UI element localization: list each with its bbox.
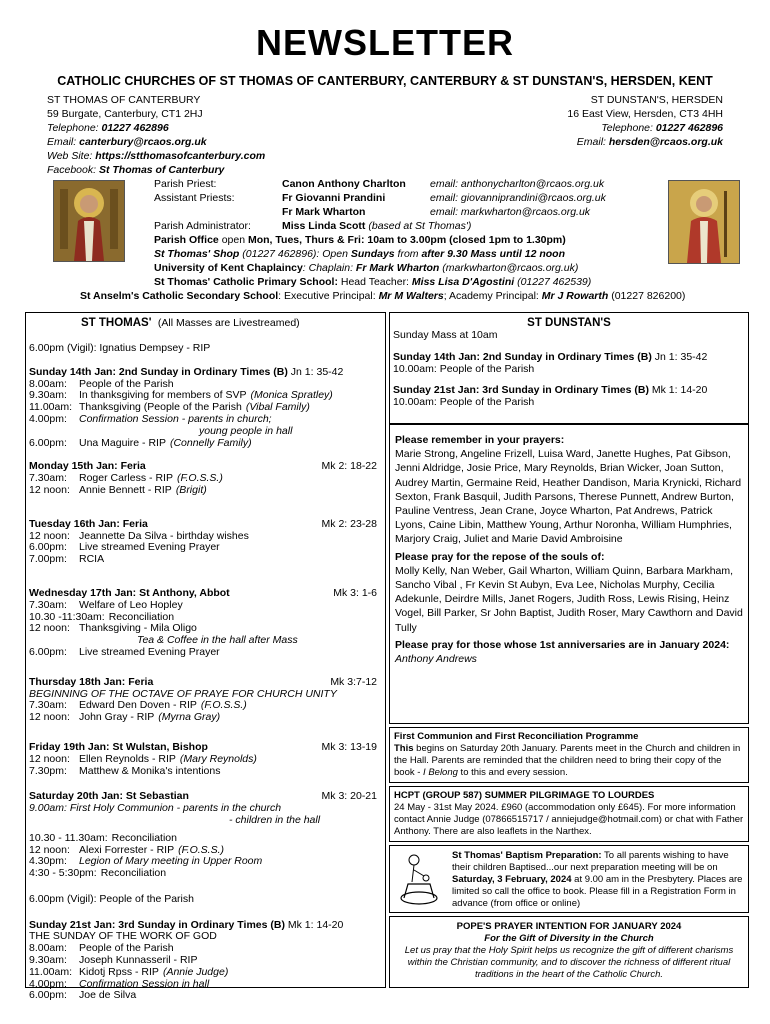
repose-names: Molly Kelly, Nan Weber, Gail Wharton, William Quinn, Barbara Markham, Sancho Vibal , Fr Kevin St Aubyn, Eva Lee, Nicholas Murphy, Cecilia Adekunle, Deirdre Mills, Janet Rogers, Judith Ross, Lewis Rising, Heinz Vogel, Bill Parker, Sr John Baptist, Judith Roser, Mary Cawthorn and David Tully	[395, 564, 743, 634]
secondary-school-name: St Anselm's Catholic Secondary School	[80, 290, 279, 302]
schedule-body	[393, 330, 748, 409]
staff-name: Miss Linda Scott	[282, 220, 366, 232]
office-pre: open	[221, 234, 246, 246]
mass-item	[29, 600, 385, 612]
mass-time: 11.00am:	[29, 401, 72, 414]
mass-intention: Thanksgiving - Mila Oligo	[79, 622, 197, 635]
scripture-ref: Mk 3: 20-21	[321, 790, 377, 803]
school-phone: (01227 462539)	[517, 276, 592, 288]
mass-intention: Roger Carless - RIP	[79, 472, 173, 485]
facebook-label: Facebook:	[47, 164, 97, 176]
facebook-link[interactable]: St Thomas of Canterbury	[98, 164, 225, 176]
day-heading	[29, 588, 385, 600]
mass-time: 12 noon:	[29, 752, 70, 765]
heading-text: ST THOMAS'	[81, 317, 152, 329]
scripture-ref: Mk 2: 18-22	[321, 460, 377, 473]
shop-time: after 9.30 Mass until 12 noon	[421, 248, 566, 260]
scripture-ref: Jn 1: 35-42	[654, 350, 708, 363]
schedule-body	[29, 343, 385, 1002]
day-title: Monday 15th Jan: Feria	[29, 460, 146, 473]
newsletter-subtitle: CATHOLIC CHURCHES OF ST THOMAS OF CANTERBURY, CANTERBURY & ST DUNSTAN'S, HERSDEN, KENT	[57, 74, 713, 88]
prayer-heading: Please remember in your prayers:	[395, 434, 565, 446]
phone-label: Telephone:	[601, 122, 653, 134]
st-thomas-address	[47, 93, 265, 177]
scripture-ref: Mk 3: 13-19	[321, 740, 377, 753]
administrator-row	[154, 219, 606, 233]
day-heading	[29, 677, 385, 689]
street-address: 59 Burgate, Canterbury, CT1 2HJ	[47, 108, 203, 120]
shop-name: St Thomas' Shop	[154, 248, 240, 260]
staff-role: Parish Administrator:	[154, 220, 251, 232]
mass-note: (Brigit)	[175, 483, 207, 496]
staff-row	[154, 205, 606, 219]
email-link[interactable]: canterbury@rcaos.org.uk	[79, 136, 207, 148]
mass-time: 8.00am:	[29, 377, 67, 390]
mass-item	[29, 766, 385, 778]
primary-school-line	[154, 275, 591, 289]
mass-list	[29, 943, 385, 1002]
mass-note: Confirmation Session - parents in church;	[79, 412, 272, 425]
section-title: First Communion and First Reconciliation Programme	[394, 731, 639, 742]
mass-intention: Annie Bennett - RIP	[79, 483, 172, 496]
section-title: HCPT (GROUP 587) SUMMER PILGRIMAGE TO LOURDES	[394, 790, 655, 801]
shop-hours	[154, 247, 565, 261]
mass-intention: Joseph Kunnasseril - RIP	[79, 954, 198, 967]
staff-email[interactable]: email: giovanniprandini@rcaos.org.uk	[430, 192, 606, 204]
section-title: POPE'S PRAYER INTENTION FOR JANUARY 2024	[456, 921, 682, 932]
email-link[interactable]: hersden@rcaos.org.uk	[608, 136, 723, 148]
prayer-names: Marie Strong, Angeline Frizell, Luisa Ward, Janette Hughes, Pat Gibson, Jenni Aldridge, Josie Price, Mary Reynolds, Brian Wicker, Joan Sutton, Audrey Martin, Germaine Reid, Heather Dandison, Maria Krynicki, Richard Sexton, Frank Basquil, Judith Parsons, Therese Punnett, Andrew Burton, Pauline Ventress, Jean Crane, Joyce Wharton, Pat Andrews, Patrick Lyons, Caine Libin, Matthew Young, Arthur Noronha, William Humphries, Marjory Craig, Juliet and Marie David Ambroisine	[395, 448, 742, 546]
mass-intention: Kidotj Rpss - RIP	[79, 965, 159, 978]
scripture-ref: Mk 3: 1-6	[333, 586, 377, 599]
mass-time: 12 noon:	[29, 622, 70, 635]
newsletter-title: NEWSLETTER	[256, 22, 514, 63]
sunday-mass: Sunday Mass at 10am	[393, 329, 498, 341]
mass-list	[29, 754, 385, 778]
mass-item	[29, 438, 385, 450]
mass-time: 6.00pm:	[29, 989, 67, 1002]
mass-item: 10.00am: People of the Parish	[393, 396, 535, 409]
mass-list	[29, 379, 385, 450]
baptism-date: Saturday, 3 February, 2024	[452, 874, 572, 885]
mass-time: 12 noon:	[29, 711, 70, 724]
shop-phone: (01227 462896): Open	[242, 248, 348, 260]
mass-intention: Thanksgiving (People of the Parish	[79, 401, 242, 414]
academy-label: ; Academy Principal:	[443, 290, 539, 302]
mass-time: 7.30am:	[29, 699, 67, 712]
street-address: 16 East View, Hersden, CT3 4HH	[567, 108, 723, 120]
day-title: Thursday 18th Jan: Feria	[29, 675, 154, 688]
prayer-list	[389, 424, 749, 724]
mass-item	[29, 414, 385, 426]
lourdes-pilgrimage	[389, 786, 749, 842]
mass-note: (Annie Judge)	[162, 965, 229, 978]
mass-intention: John Gray - RIP	[79, 711, 155, 724]
day-title: Wednesday 17th Jan: St Anthony, Abbot	[29, 586, 230, 599]
mass-note: (Myrna Gray)	[158, 711, 221, 724]
mass-item	[29, 868, 385, 880]
day-title: Sunday 21st Jan: 3rd Sunday in Ordinary Times (B)	[393, 384, 649, 397]
mass-intention: Alexi Forrester - RIP	[79, 843, 175, 856]
mass-item: 10.00am: People of the Parish	[393, 362, 535, 375]
mass-time: 4:30 - 5:30pm:	[29, 867, 97, 880]
st-dunstan-schedule	[389, 312, 749, 424]
baptism-icon	[396, 850, 442, 908]
section-title: St Thomas' Baptism Preparation:	[452, 850, 602, 861]
mass-item	[29, 833, 385, 845]
communion-note: - children in the hall	[229, 813, 321, 826]
heading-note: (All Masses are Livestreamed)	[157, 317, 300, 329]
st-thomas-icon	[53, 180, 125, 262]
mass-time: 7.30am:	[29, 598, 67, 611]
mass-item	[29, 554, 385, 566]
mass-item	[29, 990, 385, 1002]
shop-from: from	[397, 248, 419, 260]
mass-time: 6.00pm:	[29, 436, 67, 449]
shop-day: Sundays	[350, 248, 395, 260]
mass-time: 9.30am:	[29, 954, 67, 967]
principal-name: Mr M Walters	[378, 290, 444, 302]
mass-time: 12 noon:	[29, 843, 70, 856]
mass-time: 7.00pm:	[29, 553, 67, 566]
day-heading	[29, 461, 385, 473]
office-label: Parish Office	[154, 234, 219, 246]
head-teacher-name: Miss Lisa D'Agostini	[411, 276, 515, 288]
mass-intention: Jeannette Da Silva - birthday wishes	[79, 529, 249, 542]
principal-label: : Executive Principal:	[278, 290, 376, 302]
staff-email[interactable]: email: anthonycharlton@rcaos.org.uk	[430, 178, 605, 190]
mass-list	[29, 600, 385, 659]
mass-item	[29, 754, 385, 766]
communion-note: 9.00am: First Holy Communion - parents in the church	[29, 802, 282, 815]
web-label: Web Site:	[47, 150, 93, 162]
mass-time: 4.00pm:	[29, 977, 67, 990]
mass-item	[29, 967, 385, 979]
mass-time: 10.30 - 11.30am:	[29, 831, 108, 844]
staff-name: Fr Giovanni Prandini	[282, 192, 386, 204]
clergy-list	[154, 177, 606, 233]
mass-list	[29, 833, 385, 880]
section-subtitle: For the Gift of Diversity in the Church	[484, 933, 654, 944]
mass-intention: Matthew & Monika's intentions	[79, 764, 221, 777]
mass-note: Confirmation Session in hall	[79, 977, 210, 990]
st-dunstan-icon	[668, 180, 740, 264]
mass-intention: In thanksgiving for members of SVP	[79, 389, 247, 402]
st-dunstan-heading: ST DUNSTAN'S	[527, 317, 611, 329]
prayer-heading: Please pray for those whose 1st anniversaries are in January 2024:	[395, 638, 730, 651]
mass-note: Legion of Mary meeting in Upper Room	[79, 855, 263, 868]
mass-time: 4.30pm:	[29, 855, 67, 868]
academy-principal-name: Mr J Rowarth	[541, 290, 609, 302]
chaplaincy-line	[154, 261, 578, 275]
section-body: Let us pray that the Holy Spirit helps us recognize the gift of different charisms within the Christian community, and to discover the richness of different ritual traditions in the heart of the Catholic Church.	[404, 945, 734, 980]
church-name: ST DUNSTAN'S, HERSDEN	[590, 94, 723, 106]
mass-time: 4.00pm:	[29, 412, 67, 425]
chaplaincy-name: University of Kent Chaplaincy	[154, 262, 303, 274]
head-teacher-label: Head Teacher:	[340, 276, 409, 288]
mass-item	[29, 485, 385, 497]
mass-item	[29, 712, 385, 724]
book-title: I Belong	[423, 767, 458, 778]
parish-office-hours	[154, 233, 566, 247]
scripture-ref: Jn 1: 35-42	[290, 365, 344, 378]
mass-time: 7.30am:	[29, 472, 67, 485]
day-title: Friday 19th Jan: St Wulstan, Bishop	[29, 740, 208, 753]
mass-time: 9.30am:	[29, 389, 67, 402]
mass-note: (F.O.S.S.)	[200, 699, 247, 712]
staff-role	[154, 205, 282, 219]
mass-note: (Monica Spratley)	[250, 389, 333, 402]
sunday-note: THE SUNDAY OF THE WORK OF GOD	[29, 930, 217, 943]
day-heading	[29, 791, 385, 803]
day-title: Sunday 14th Jan: 2nd Sunday in Ordinary Times (B)	[393, 350, 652, 363]
mass-intention: Reconciliation	[111, 831, 177, 844]
chaplain-name: Fr Mark Wharton	[355, 262, 440, 274]
day-title: Tuesday 16th Jan: Feria	[29, 517, 148, 530]
mass-intention: Reconciliation	[100, 867, 167, 880]
chaplain-email[interactable]: (markwharton@rcaos.org.uk)	[442, 262, 579, 274]
mass-time: 6.00pm:	[29, 541, 67, 554]
lead-word: This	[394, 743, 414, 754]
school-phone: (01227 826200)	[611, 290, 686, 302]
mass-note: Tea & Coffee in the hall after Mass	[137, 634, 298, 647]
mass-note: (F.O.S.S.)	[176, 472, 223, 485]
email-label: Email:	[47, 136, 77, 148]
prayer-heading: Please pray for the repose of the souls of:	[395, 550, 605, 563]
day-heading	[29, 519, 385, 531]
staff-name: Fr Mark Wharton	[282, 206, 366, 218]
mass-time: 11.00am:	[29, 965, 72, 978]
vigil-mass: 6.00pm (Vigil): People of the Parish	[29, 892, 194, 905]
phone-label: Telephone:	[47, 122, 99, 134]
scripture-ref: Mk 1: 14-20	[651, 384, 708, 397]
mass-time: 12 noon:	[29, 483, 70, 496]
mass-item	[29, 647, 385, 659]
website-link[interactable]: https://stthomasofcanterbury.com	[95, 150, 266, 162]
st-thomas-heading	[81, 317, 300, 329]
mass-item	[29, 426, 385, 438]
staff-name: Canon Anthony Charlton	[282, 178, 406, 190]
mass-intention: Welfare of Leo Hopley	[79, 598, 183, 611]
mass-time: 6.00pm:	[29, 645, 67, 658]
staff-row	[154, 177, 606, 191]
phone-number: 01227 462896	[655, 122, 723, 134]
st-thomas-schedule	[25, 312, 386, 1002]
primary-school-name: St Thomas' Catholic Primary School:	[154, 276, 338, 288]
chaplaincy-role: : Chaplain:	[302, 262, 353, 274]
day-heading	[29, 920, 385, 932]
anniversary-names: Anthony Andrews	[395, 653, 477, 666]
communion-programme	[389, 727, 749, 783]
mass-intention: Joe de Silva	[79, 989, 137, 1002]
email-label: Email:	[576, 136, 606, 148]
baptism-text	[452, 850, 743, 910]
mass-intention: Live streamed Evening Prayer	[79, 645, 220, 658]
mass-intention: Live streamed Evening Prayer	[79, 541, 220, 554]
church-name: ST THOMAS OF CANTERBURY	[47, 94, 201, 106]
day-title: Saturday 20th Jan: St Sebastian	[29, 790, 189, 803]
secondary-school-line	[80, 289, 685, 303]
pope-prayer-intention	[389, 916, 749, 988]
octave-note: BEGINNING OF THE OCTAVE OF PRAYE FOR CHURCH UNITY	[29, 687, 337, 700]
day-title: Sunday 14th Jan: 2nd Sunday in Ordinary Times (B)	[29, 365, 288, 378]
section-body-end: at 9.00 am in the Presbytery. Places are limited so call the office to book. Please fill in a Registration Form in advance (from office or online)	[452, 874, 743, 909]
day-heading	[29, 742, 385, 754]
mass-intention: Una Maguire - RIP	[79, 436, 166, 449]
staff-note: (based at St Thomas')	[368, 220, 472, 232]
st-dunstan-address	[567, 93, 723, 149]
mass-time	[29, 426, 79, 438]
staff-row	[154, 191, 606, 205]
section-body-end: to this and every session.	[457, 767, 568, 778]
mass-note: (F.O.S.S.)	[178, 843, 225, 856]
staff-role: Parish Priest:	[154, 178, 217, 190]
mass-time: 10.30 -11:30am:	[29, 610, 105, 623]
mass-intention: Ellen Reynolds - RIP	[79, 752, 176, 765]
mass-time: 8.00am:	[29, 942, 67, 955]
mass-intention: Reconciliation	[108, 610, 175, 623]
scripture-ref: Mk 3:7-12	[330, 675, 377, 688]
mass-intention: People of the Parish	[79, 377, 174, 390]
section-body: To all parents wishing to have their children Baptised...our next preparation meeting will be on	[452, 850, 729, 873]
mass-list	[29, 531, 385, 566]
staff-email[interactable]: email: markwharton@rcaos.org.uk	[430, 206, 591, 218]
mass-note: young people in hall	[199, 424, 293, 437]
mass-intention: RCIA	[79, 553, 105, 566]
mass-list	[29, 700, 385, 724]
mass-list	[29, 473, 385, 497]
mass-time: 12 noon:	[29, 529, 70, 542]
mass-note: (Connelly Family)	[169, 436, 252, 449]
phone-number: 01227 462896	[101, 122, 169, 134]
mass-time: 7.30pm:	[29, 764, 67, 777]
day-heading	[393, 352, 748, 364]
mass-intention: People of the Parish	[79, 942, 174, 955]
baptism-preparation	[389, 845, 749, 913]
office-days: Mon, Tues, Thurs & Fri: 10am to 3.00pm (closed 1pm to 1.30pm)	[247, 234, 566, 246]
section-body: 24 May - 31st May 2024. £960 (accommodation only £645). For more information contact Annie Judge (07866515717 / anniejudge@hotmail.com) or chat with Father Anthony. There are also leaflets in the Narthex.	[394, 802, 744, 837]
scripture-ref: Mk 1: 14-20	[287, 918, 344, 931]
mass-note: (Mary Reynolds)	[179, 752, 257, 765]
day-heading	[29, 367, 385, 379]
scripture-ref: Mk 2: 23-28	[321, 517, 377, 530]
section-body: begins on Saturday 20th January. Parents meet in the Church and children in the Hall. Parents are reminded that the children need to bring their copy of the book -	[394, 743, 741, 778]
staff-role: Assistant Priests:	[154, 192, 235, 204]
mass-intention: Edward Den Doven - RIP	[79, 699, 197, 712]
day-title: Sunday 21st Jan: 3rd Sunday in Ordinary Times (B)	[29, 918, 285, 931]
mass-note: (Vibal Family)	[245, 401, 310, 414]
vigil-mass: 6.00pm (Vigil): Ignatius Dempsey - RIP	[29, 342, 211, 354]
